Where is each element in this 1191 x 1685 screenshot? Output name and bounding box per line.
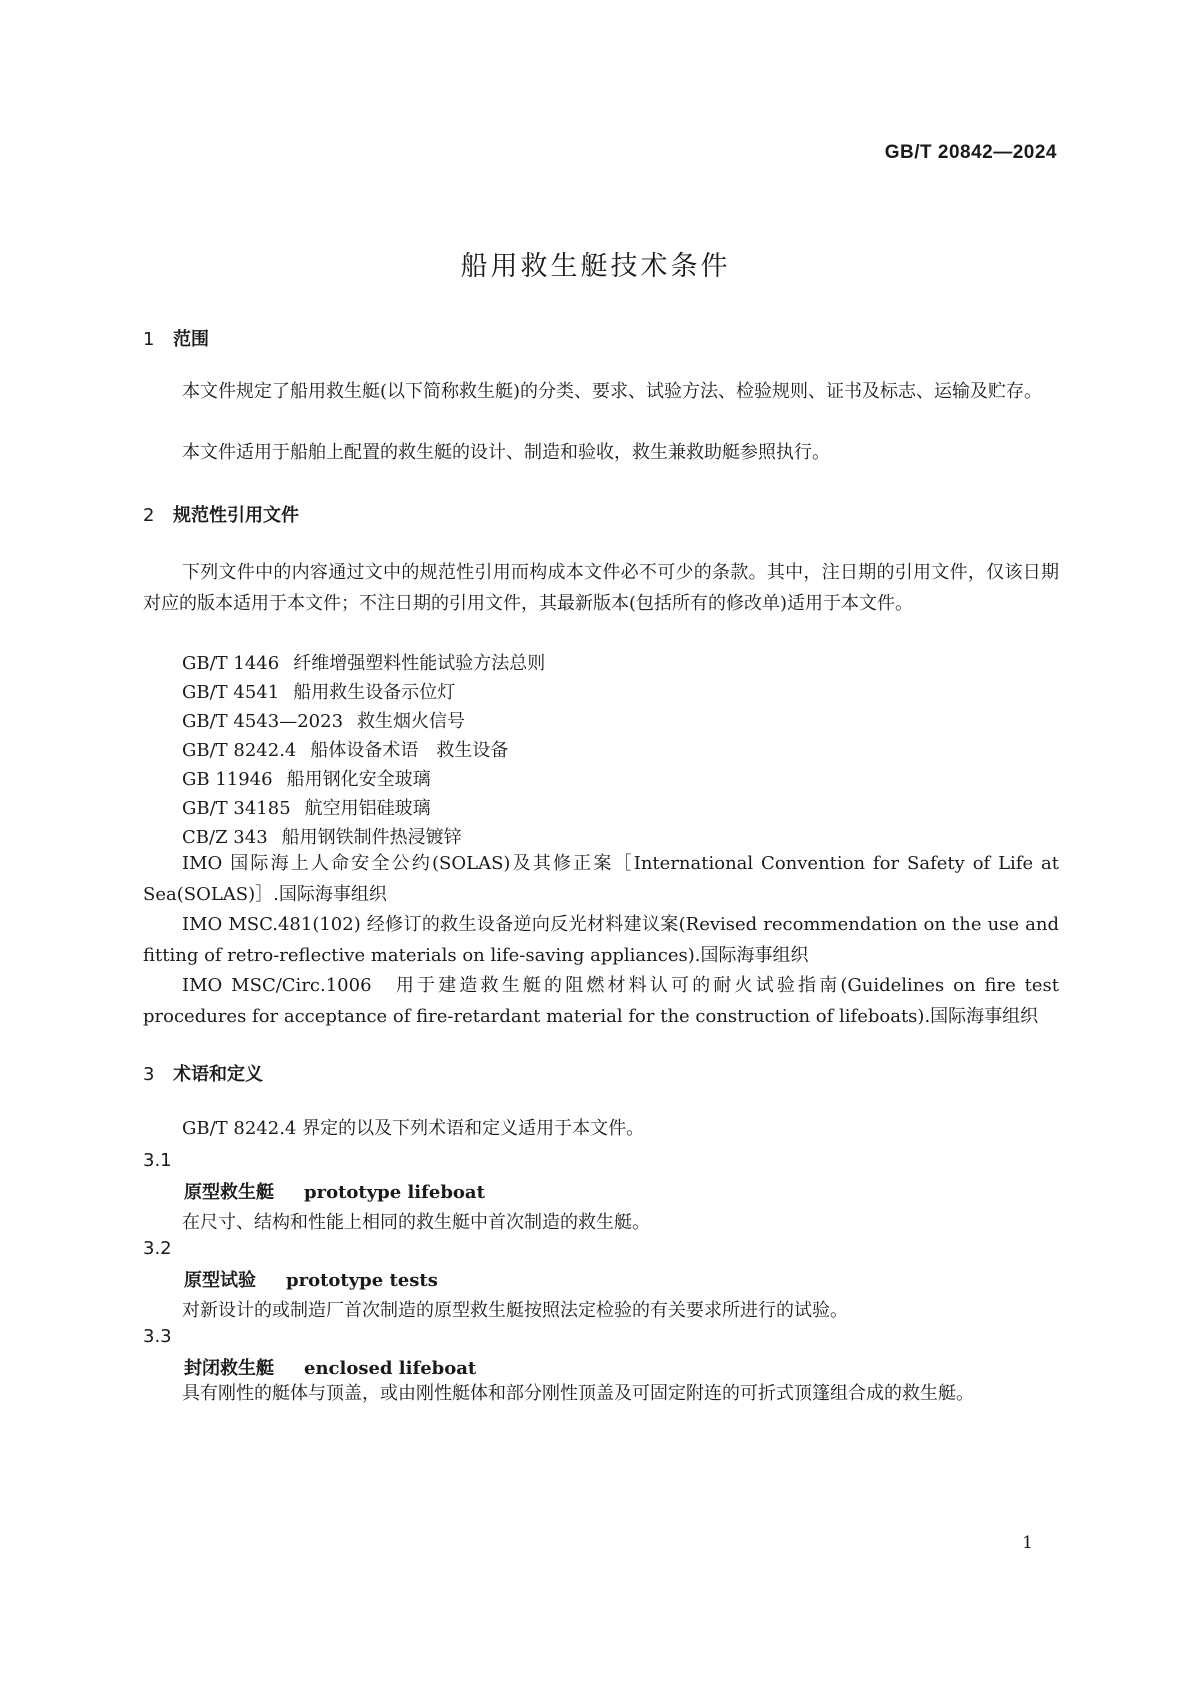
- term-number: 3.2: [143, 1238, 172, 1259]
- term-definition: 具有刚性的艇体与顶盖，或由刚性艇体和部分刚性顶盖及可固定附连的可折式顶篷组合成的救生艇。: [182, 1383, 974, 1404]
- section-title: 规范性引用文件: [173, 505, 299, 526]
- term-zh: 原型试验: [184, 1270, 256, 1291]
- section-title: 术语和定义: [173, 1064, 263, 1085]
- paragraph: GB/T 8242.4 界定的以及下列术语和定义适用于本文件。: [182, 1118, 645, 1139]
- section-heading: [143, 1060, 263, 1086]
- term-definition: 在尺寸、结构和性能上相同的救生艇中首次制造的救生艇。: [182, 1212, 650, 1233]
- reference-item-long: IMO MSC/Circ.1006 用于建造救生艇的阻燃材料认可的耐火试验指南(Guidelines on fire test procedures for acceptance of fire-retardant material for the construction of lifeboats).国际海事组织: [143, 975, 1059, 1027]
- reference-title: 纤维增强塑料性能试验方法总则: [293, 653, 546, 674]
- reference-item: [182, 707, 465, 733]
- term-heading: [184, 1354, 476, 1380]
- term-definition: 对新设计的或制造厂首次制造的原型救生艇按照法定检验的有关要求所进行的试验。: [182, 1300, 848, 1321]
- paragraph: 本文件适用于船舶上配置的救生艇的设计、制造和验收，救生兼救助艇参照执行。: [182, 442, 830, 463]
- reference-title: 救生烟火信号: [357, 711, 466, 732]
- paragraph: 下列文件中的内容通过文中的规范性引用而构成本文件必不可少的条款。其中，注日期的引用文件，仅该日期对应的版本适用于本文件；不注日期的引用文件，其最新版本(包括所有的修改单)适用于本文件。: [143, 562, 1059, 614]
- reference-item-long: IMO MSC.481(102) 经修订的救生设备逆向反光材料建议案(Revised recommendation on the use and fitting of retro-reflective materials on life-saving appliances).国际海事组织: [143, 914, 1059, 966]
- reference-title: 船用钢化安全玻璃: [286, 769, 431, 790]
- reference-item-long: IMO 国际海上人命安全公约(SOLAS)及其修正案［International Convention for Safety of Life at Sea(SOLAS)］.国际海事组织: [143, 853, 1059, 905]
- reference-item: [182, 649, 545, 675]
- reference-item: [182, 736, 508, 762]
- section-heading: [143, 325, 209, 351]
- paragraph: 本文件规定了船用救生艇(以下简称救生艇)的分类、要求、试验方法、检验规则、证书及标志、运输及贮存。: [182, 381, 1043, 402]
- reference-item: [182, 794, 431, 820]
- reference-title: 船体设备术语 救生设备: [310, 740, 509, 761]
- reference-code: GB/T 4541: [182, 682, 280, 703]
- reference-code: GB 11946: [182, 769, 273, 790]
- reference-item: [182, 823, 462, 849]
- reference-code: CB/Z 343: [182, 827, 268, 848]
- reference-title: 船用钢铁制件热浸镀锌: [281, 827, 462, 848]
- term-en: prototype tests: [286, 1270, 438, 1291]
- section-number: 2: [143, 505, 155, 526]
- section-title: 范围: [173, 329, 209, 350]
- term-zh: 封闭救生艇: [184, 1358, 274, 1379]
- reference-title: 船用救生设备示位灯: [293, 682, 456, 703]
- term-heading: [184, 1178, 485, 1204]
- term-en: prototype lifeboat: [304, 1182, 485, 1203]
- section-number: 3: [143, 1064, 155, 1085]
- term-number: 3.3: [143, 1326, 172, 1347]
- reference-item: [182, 765, 431, 791]
- reference-item: [182, 678, 455, 704]
- term-number: 3.1: [143, 1150, 172, 1171]
- reference-title: 航空用铝硅玻璃: [304, 798, 431, 819]
- section-heading: [143, 501, 299, 527]
- section-number: 1: [143, 329, 155, 350]
- reference-code: GB/T 1446: [182, 653, 280, 674]
- term-heading: [184, 1266, 438, 1292]
- term-en: enclosed lifeboat: [304, 1358, 477, 1379]
- reference-code: GB/T 8242.4: [182, 740, 297, 761]
- reference-code: GB/T 34185: [182, 798, 291, 819]
- doc-title: 船用救生艇技术条件: [460, 251, 731, 282]
- reference-code: GB/T 4543—2023: [182, 711, 344, 732]
- page-number: 1: [1022, 1533, 1033, 1553]
- doc-code: GB/T 20842—2024: [884, 142, 1057, 163]
- term-zh: 原型救生艇: [184, 1182, 274, 1203]
